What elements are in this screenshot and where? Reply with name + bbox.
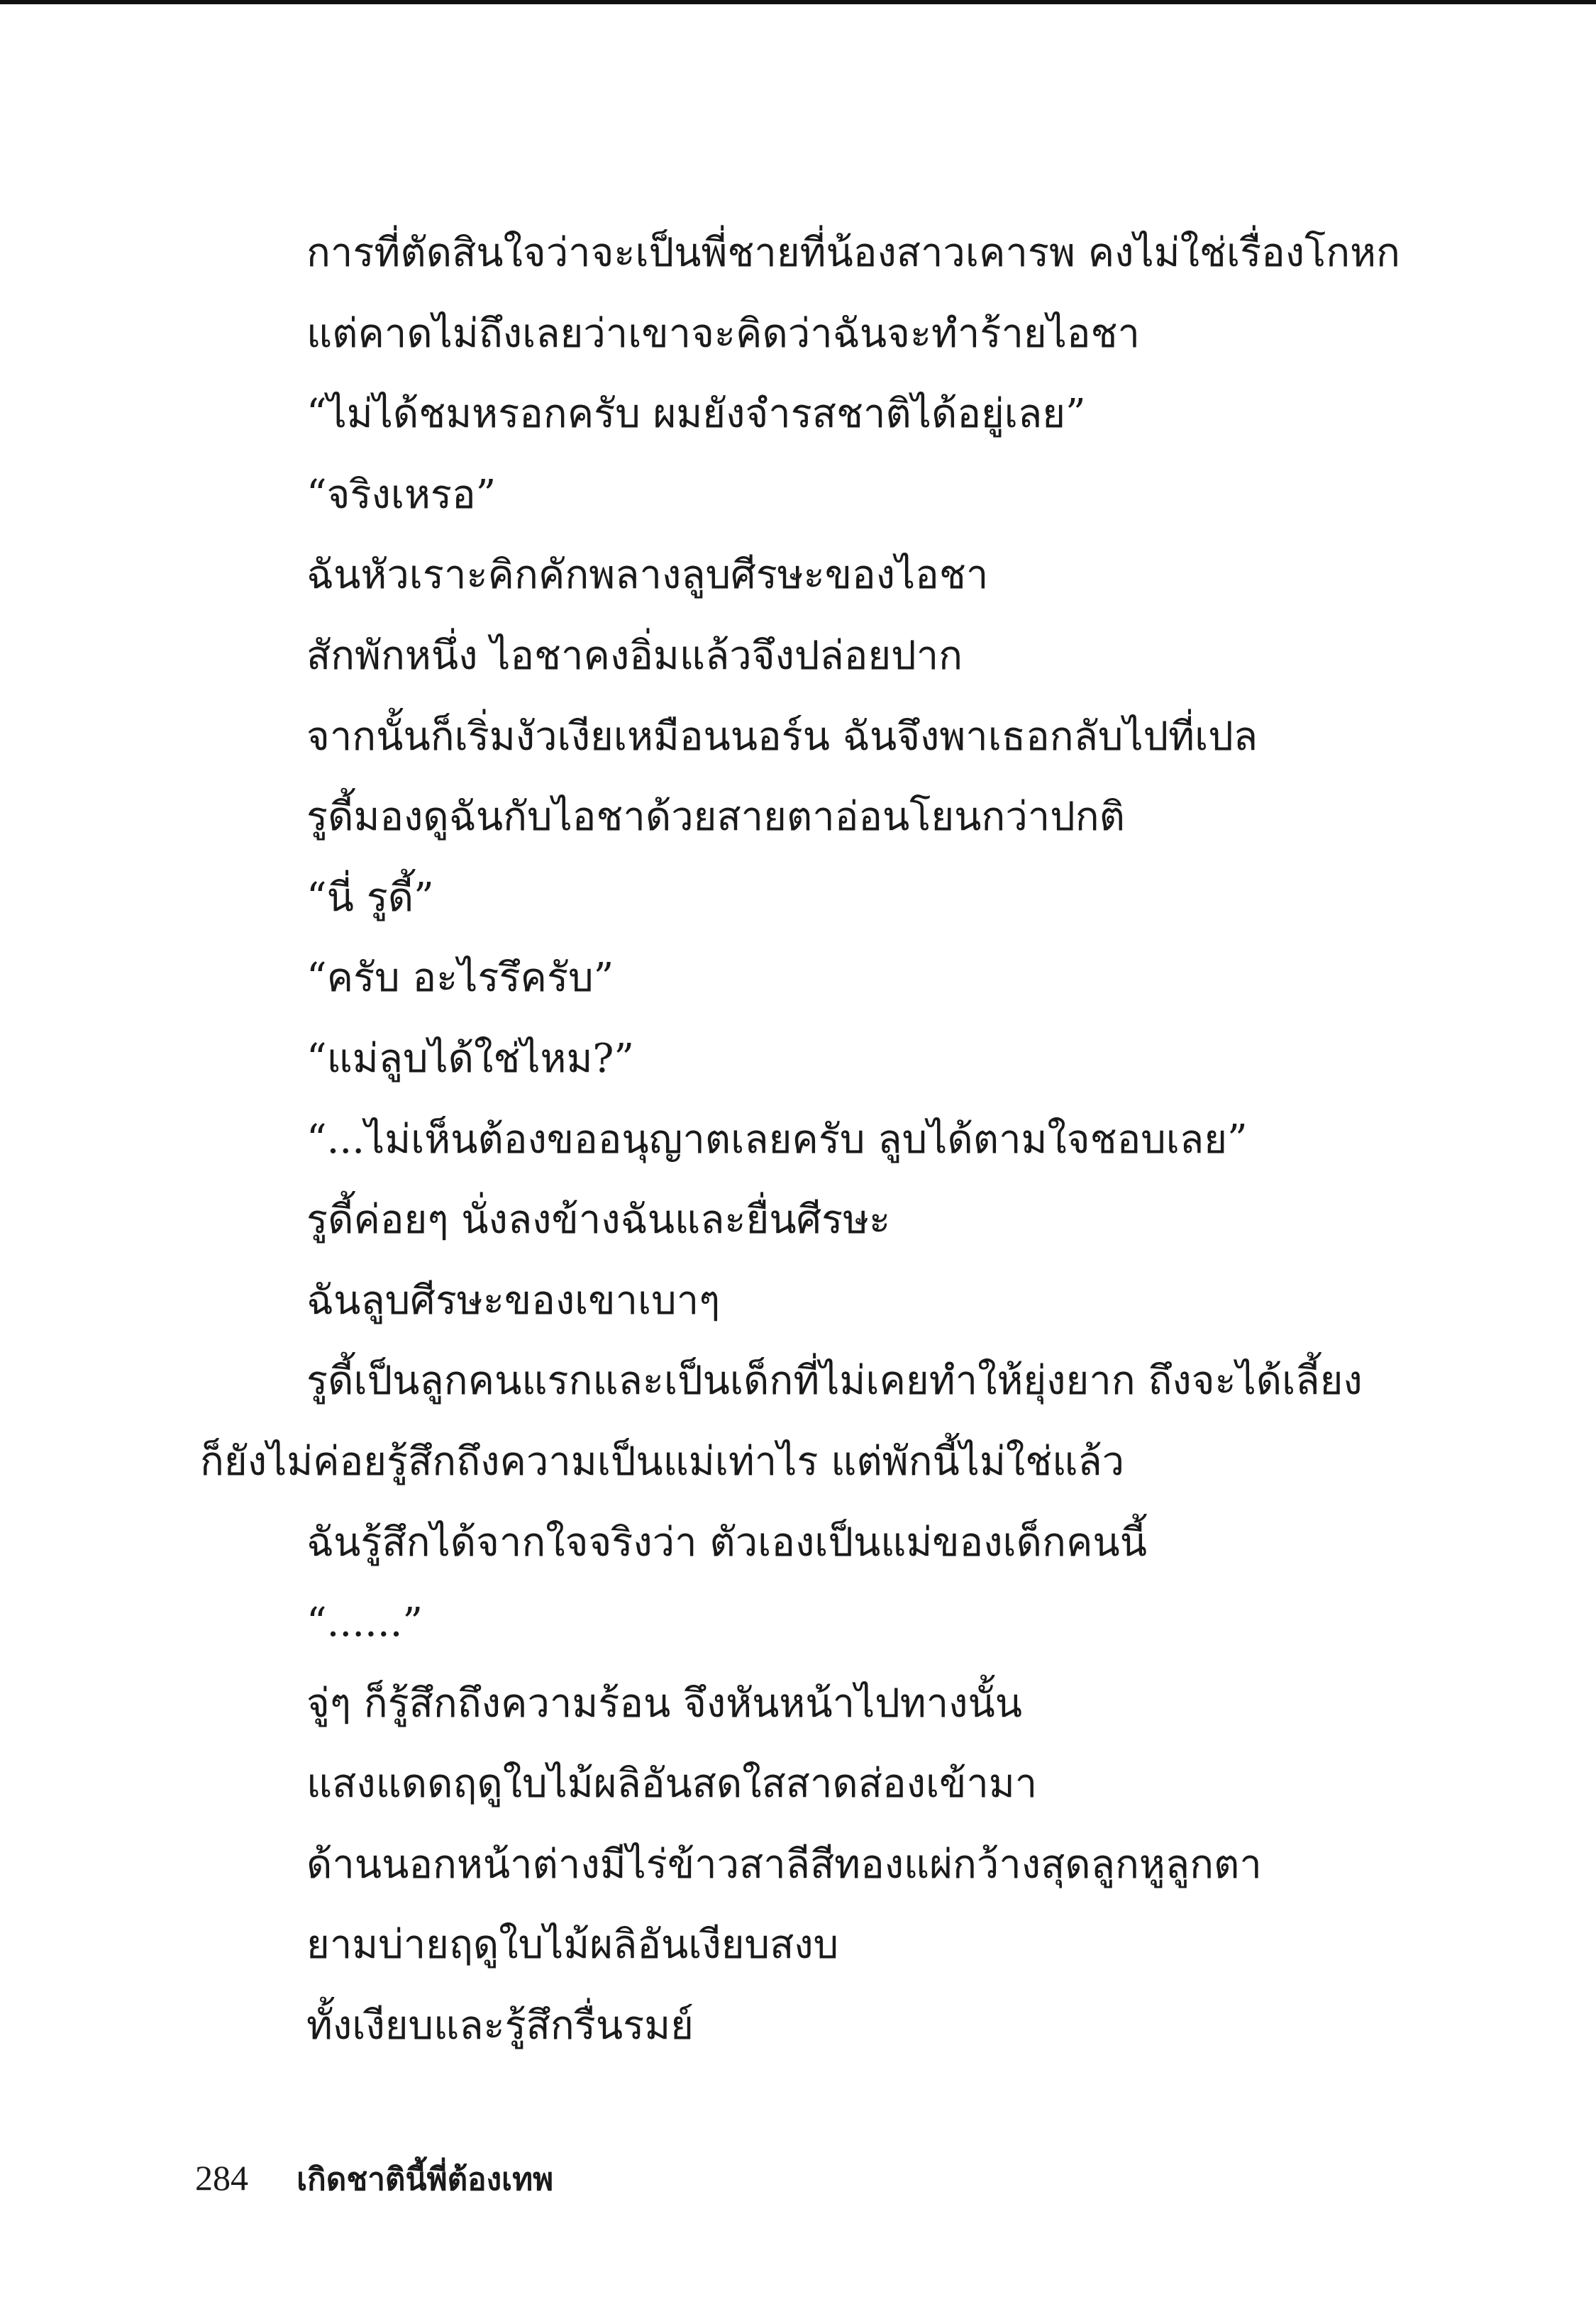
text-line: “......” [306,1600,423,1646]
text-line: การที่ตัดสินใจว่าจะเป็นพี่ชายที่น้องสาวเคารพ คงไม่ใช่เรื่องโกหก [306,230,1400,276]
book-title: เกิดชาตินี้พี่ต้องเทพ [297,2161,554,2198]
text-line: ยามบ่ายฤดูใบไม้ผลิอันเงียบสงบ [306,1922,839,1969]
text-line: จู่ๆ ก็รู้สึกถึงความร้อน จึงหันหน้าไปทางนั้น [306,1680,1023,1727]
text-line: ก็ยังไม่ค่อยรู้สึกถึงความเป็นแม่เท่าไร แต่พักนี้ไม่ใช่แล้ว [200,1438,1125,1485]
text-line: ฉันหัวเราะคิกคักพลางลูบศีรษะของไอชา [306,552,989,599]
text-line: ด้านนอกหน้าต่างมีไร่ข้าวสาลีสีทองแผ่กว้างสุดลูกหูลูกตา [306,1841,1262,1888]
text-line: “...ไม่เห็นต้องขออนุญาตเลยครับ ลูบได้ตามใจชอบเลย” [306,1116,1248,1163]
text-line: รูดี้เป็นลูกคนแรกและเป็นเด็กที่ไม่เคยทำให้ยุ่งยาก ถึงจะได้เลี้ยง [306,1358,1363,1405]
text-line: “ไม่ได้ชมหรอกครับ ผมยังจำรสชาติได้อยู่เลย” [306,391,1086,438]
top-border-rule [0,0,1596,4]
text-line: รูดี้มองดูฉันกับไอชาด้วยสายตาอ่อนโยนกว่าปกติ [306,794,1126,841]
text-line: ฉันลูบศีรษะของเขาเบาๆ [306,1277,721,1324]
body-text [200,213,1400,2066]
text-line: รูดี้ค่อยๆ นั่งลงข้างฉันและยื่นศีรษะ [306,1197,891,1244]
text-line: “จริงเหรอ” [306,471,497,518]
page-footer [195,2149,553,2206]
text-line: “ครับ อะไรรึครับ” [306,955,614,1002]
text-line: “แม่ลูบได้ใช่ไหม?” [306,1035,635,1082]
text-line: “นี่ รูดี้” [306,874,434,921]
text-line: จากนั้นก็เริ่มงัวเงียเหมือนนอร์น ฉันจึงพาเธอกลับไปที่เปล [306,713,1258,760]
text-line: แสงแดดฤดูใบไม้ผลิอันสดใสสาดส่องเข้ามา [306,1761,1038,1808]
page-number: 284 [195,2158,248,2198]
text-line: ฉันรู้สึกได้จากใจจริงว่า ตัวเองเป็นแม่ของเด็กคนนี้ [306,1519,1147,1566]
text-line: สักพักหนึ่ง ไอชาคงอิ่มแล้วจึงปล่อยปาก [306,632,963,679]
text-line: แต่คาดไม่ถึงเลยว่าเขาจะคิดว่าฉันจะทำร้ายไอชา [306,310,1140,357]
text-line: ทั้งเงียบและรู้สึกรื่นรมย์ [306,2003,694,2049]
